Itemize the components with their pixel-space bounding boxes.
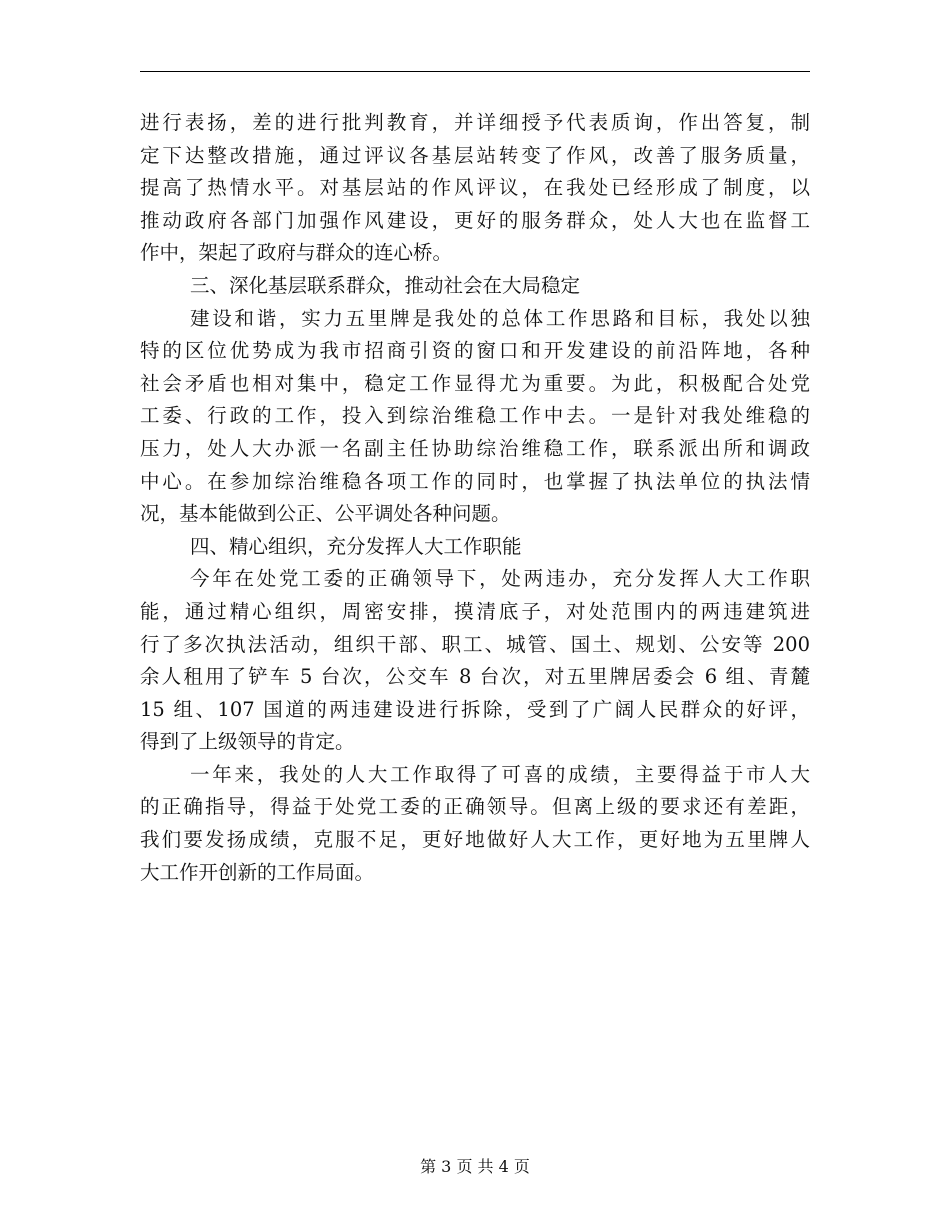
section-heading: 四、精心组织，充分发挥人大工作职能 — [190, 534, 522, 558]
text-line: 建设和谐，实力五里牌是我处的总体工作思路和目标，我处以独 — [190, 306, 810, 330]
text-line: 特的区位优势成为我市招商引资的窗口和开发建设的前沿阵地，各种 — [140, 339, 810, 363]
text-line: 我们要发扬成绩，克服不足，更好地做好人大工作，更好地为五里牌人 — [140, 828, 810, 852]
page-footer: 第 3 页 共 4 页 — [420, 1157, 530, 1176]
text-line: 推动政府各部门加强作风建设，更好的服务群众，处人大也在监督工 — [140, 208, 810, 232]
text-line: 况，基本能做到公正、公平调处各种问题。 — [140, 502, 511, 526]
text-line: 得到了上级领导的肯定。 — [140, 730, 355, 754]
text-line: 提高了热情水平。对基层站的作风评议，在我处已经形成了制度，以 — [140, 176, 810, 200]
text-line: 余人租用了铲车 5 台次，公交车 8 台次，对五里牌居委会 6 组、青麓 — [140, 665, 810, 689]
section-heading: 三、深化基层联系群众，推动社会在大局稳定 — [190, 273, 581, 297]
text-line: 大工作开创新的工作局面。 — [140, 860, 375, 884]
text-line: 社会矛盾也相对集中，稳定工作显得尤为重要。为此，积极配合处党 — [140, 371, 810, 395]
text-line: 一年来，我处的人大工作取得了可喜的成绩，主要得益于市人大 — [190, 762, 810, 786]
text-line: 今年在处党工委的正确领导下，处两违办，充分发挥人大工作职 — [190, 567, 810, 591]
text-line: 压力，处人大办派一名副主任协助综治维稳工作，联系派出所和调政 — [140, 436, 810, 460]
text-line: 作中，架起了政府与群众的连心桥。 — [140, 241, 453, 265]
body-text — [140, 107, 810, 889]
header-rule — [140, 71, 810, 72]
text-line: 定下达整改措施，通过评议各基层站转变了作风，改善了服务质量， — [140, 143, 810, 167]
text-line: 中心。在参加综治维稳各项工作的同时，也掌握了执法单位的执法情 — [140, 469, 810, 493]
text-line: 进行表扬，差的进行批判教育，并详细授予代表质询，作出答复，制 — [140, 111, 810, 134]
text-line: 的正确指导，得益于处党工委的正确领导。但离上级的要求还有差距， — [140, 795, 810, 819]
text-line: 工委、行政的工作，投入到综治维稳工作中去。一是针对我处维稳的 — [140, 404, 810, 428]
text-line: 能，通过精心组织，周密安排，摸清底子，对处范围内的两违建筑进 — [140, 599, 810, 623]
text-line: 行了多次执法活动，组织干部、职工、城管、国土、规划、公安等 200 — [140, 632, 810, 656]
text-line: 15 组、107 国道的两违建设进行拆除，受到了广阔人民群众的好评， — [140, 697, 810, 721]
